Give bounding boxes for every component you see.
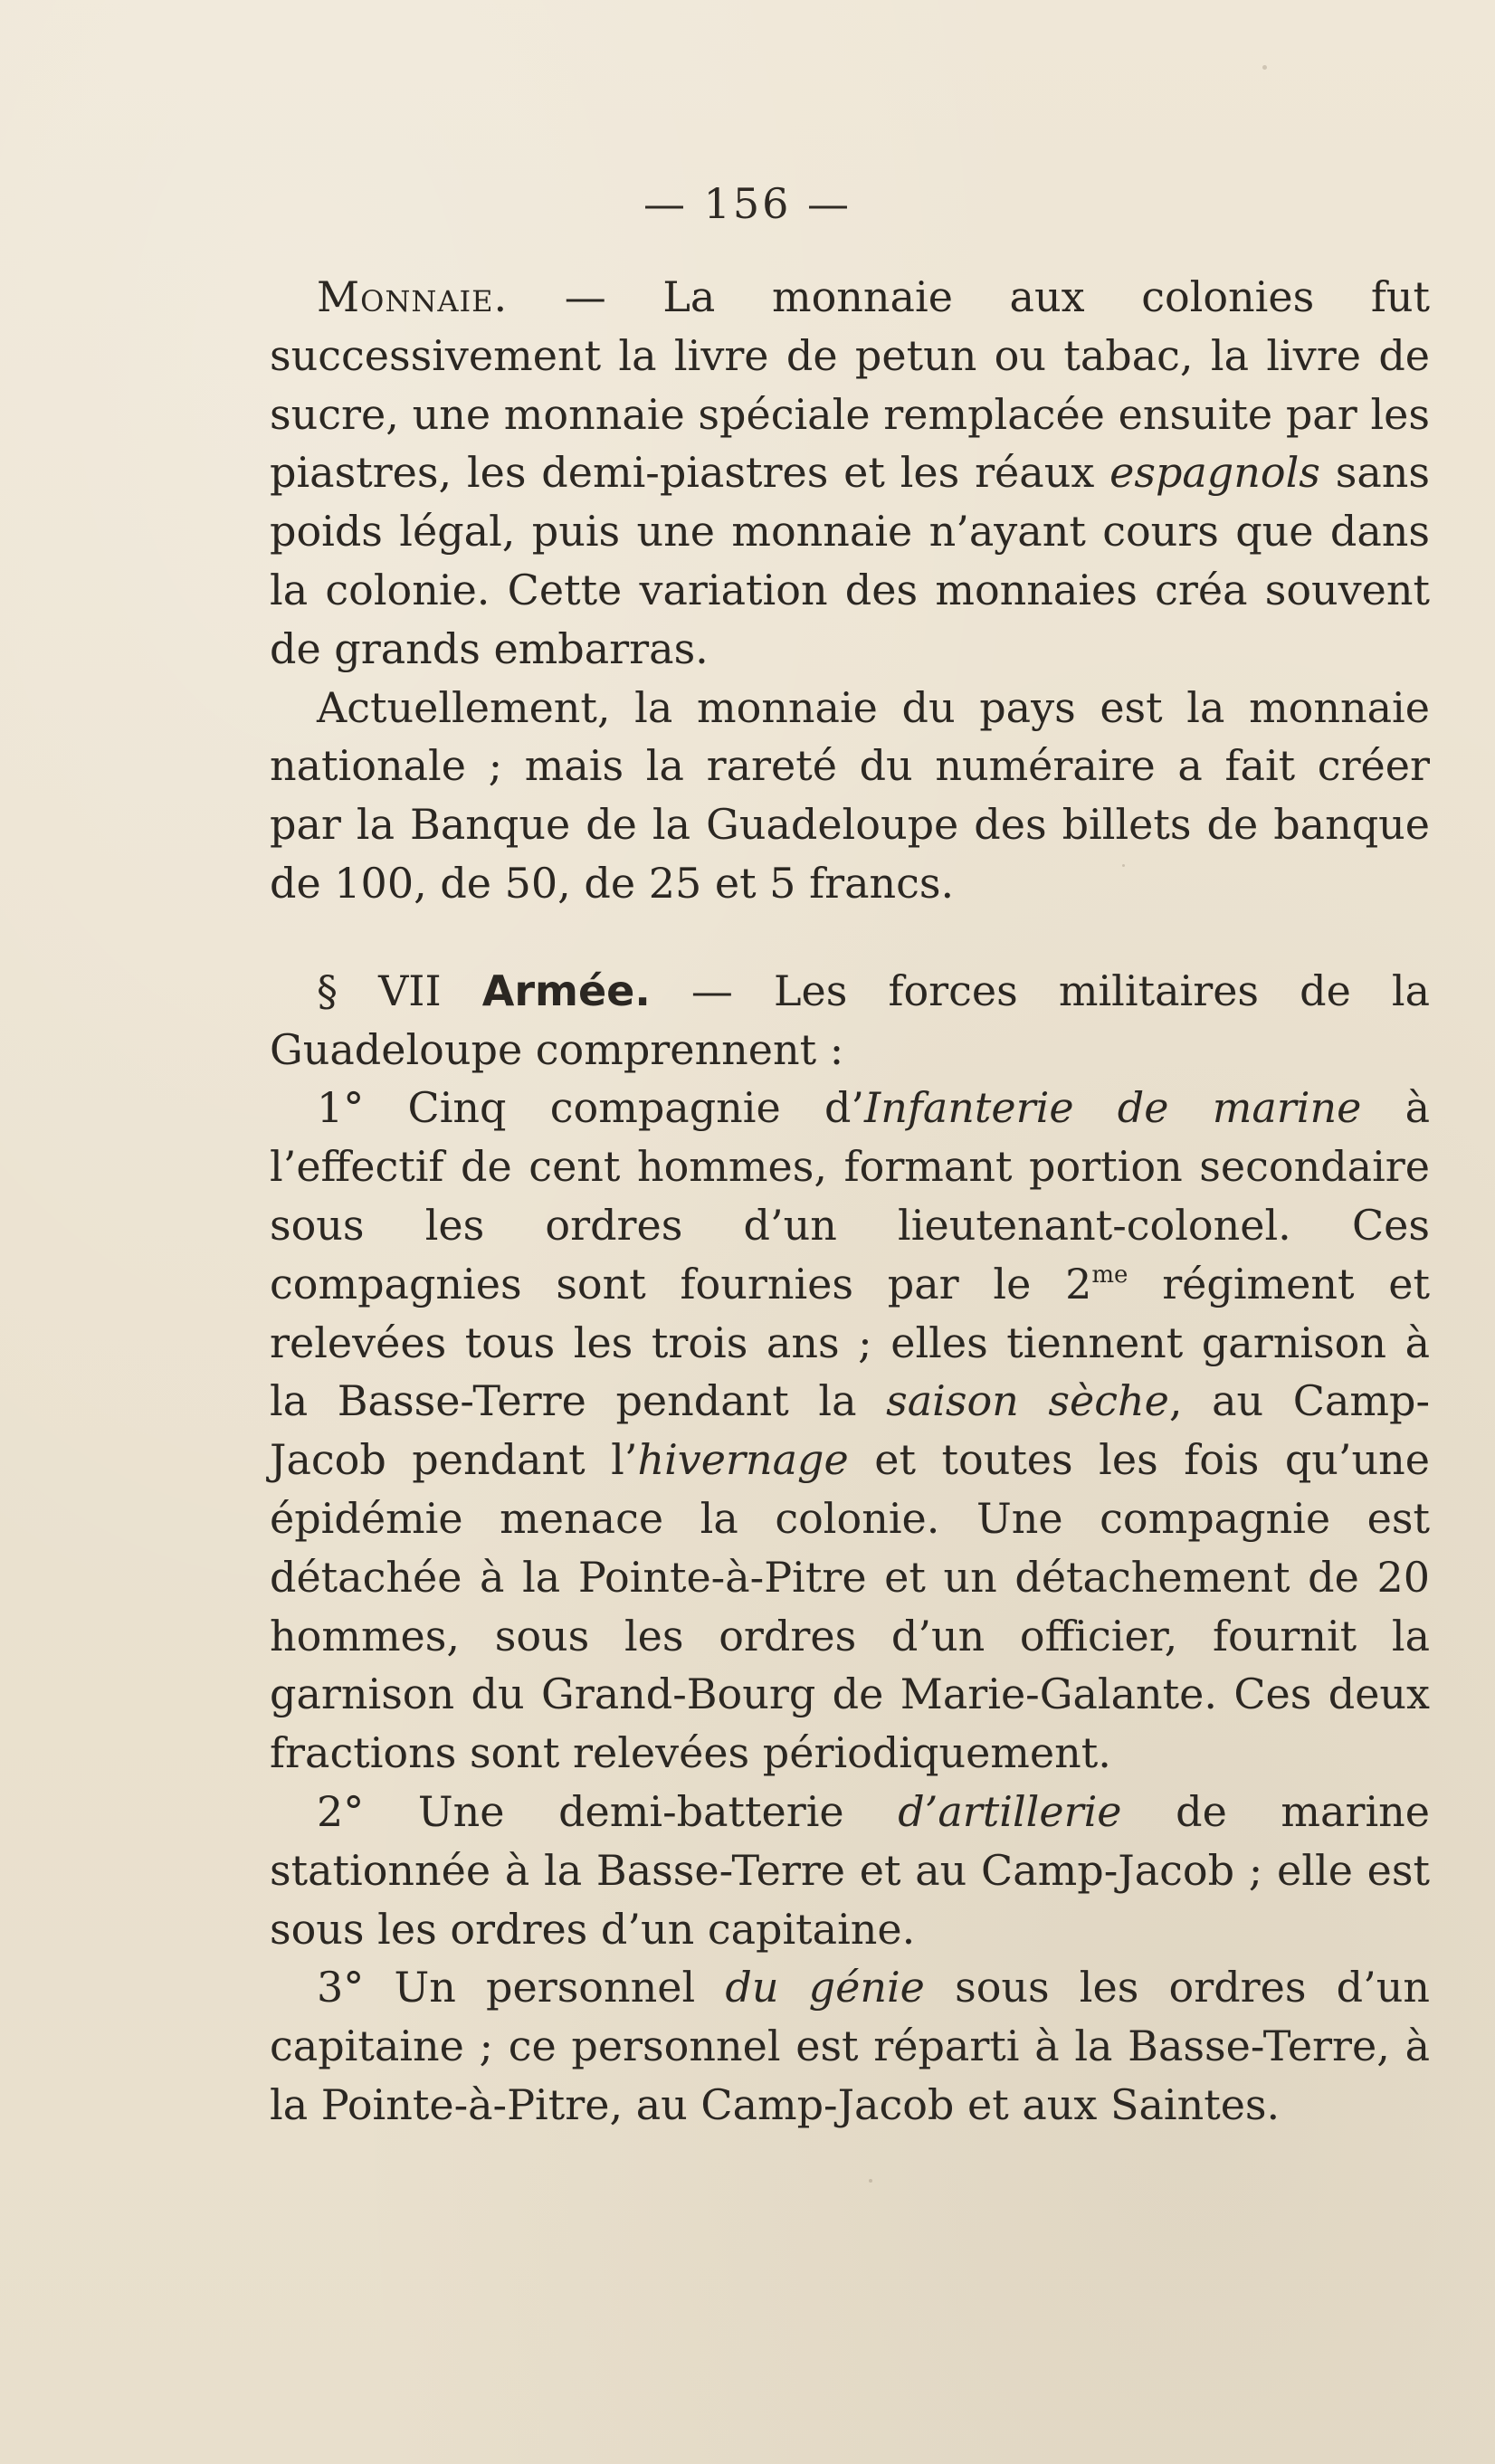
text-segment: , au Camp-Jacob pendant l’ <box>270 1376 1430 1485</box>
paper-speck <box>1262 65 1267 70</box>
text-segment: — Les forces militaires de la Guadeloupe comprennent : <box>270 966 1431 1074</box>
italic-term: Infanterie de marine <box>864 1083 1362 1133</box>
paper-speck <box>869 2179 872 2183</box>
heading-armee: Armée. <box>481 966 651 1015</box>
text-segment: La monnaie aux colonies fut successivement la livre de petun ou tabac, la livre de sucre, une monnaie spéciale remplacée ensuite par les piastres, les demi-piastres et les réaux <box>270 272 1431 498</box>
text-segment: à l’effectif de cent hommes, formant portion secondaire sous les ordres d’un lieutenant-colonel. Ces compagnies sont fournies par le 2 <box>270 1083 1431 1308</box>
italic-term: du génie <box>725 1963 925 2012</box>
text-segment: 2° Une demi-batterie <box>317 1786 899 1836</box>
italic-term: saison sèche <box>886 1376 1169 1426</box>
section-mark: § VII <box>317 966 442 1015</box>
paragraph-monnaie <box>270 268 1430 679</box>
text-segment: de marine stationnée à la Basse-Terre et au Camp-Jacob ; elle est sous les ordres d’un capitaine. <box>270 1786 1431 1954</box>
text-segment: sans poids légal, puis une monnaie n’ayant cours que dans la colonie. Cette variation des monnaies créa souvent de grands embarras. <box>270 448 1430 673</box>
paragraph-item-2 <box>270 1783 1430 1958</box>
italic-term: hivernage <box>637 1435 849 1485</box>
paragraph-actuellement: Actuellement, la monnaie du pays est la monnaie nationale ; mais la rareté du numéraire a fait créer par la Banque de la Guadeloupe des billets de banque de 100, de 50, de 25 et 5 francs. <box>270 682 1430 908</box>
text-segment: 1° Cinq compagnie d’ <box>317 1083 865 1133</box>
text-segment: régiment et relevées tous les trois ans ; elles tiennent garnison à la Basse-Terre pendant la <box>270 1259 1430 1426</box>
page-number: — 156 — <box>643 179 852 228</box>
heading-monnaie: Monnaie. <box>317 272 509 321</box>
paragraph-item-3 <box>270 1958 1430 2134</box>
text-segment: 3° Un personnel <box>317 1963 726 2012</box>
italic-term: d’artillerie <box>898 1786 1122 1836</box>
dash: — <box>508 272 663 321</box>
paragraph-armee <box>270 962 1430 1080</box>
paragraph-item-1 <box>270 1079 1430 1783</box>
text-segment: sous les ordres d’un capitaine ; ce personnel est réparti à la Basse-Terre, à la Pointe-à-Pitre, au Camp-Jacob et aux Saintes. <box>270 1963 1430 2129</box>
body-text <box>270 268 1430 2135</box>
italic-term: espagnols <box>1109 448 1320 498</box>
text-segment: et toutes les fois qu’une épidémie menace la colonie. Une compagnie est détachée à la Pointe-à-Pitre et un détachement de 20 hommes, sous les ordres d’un officier, fournit la garnison du Grand-Bourg de Marie-Galante. Ces deux fractions sont relevées périodiquement. <box>270 1435 1431 1778</box>
superscript: me <box>1091 1261 1128 1289</box>
